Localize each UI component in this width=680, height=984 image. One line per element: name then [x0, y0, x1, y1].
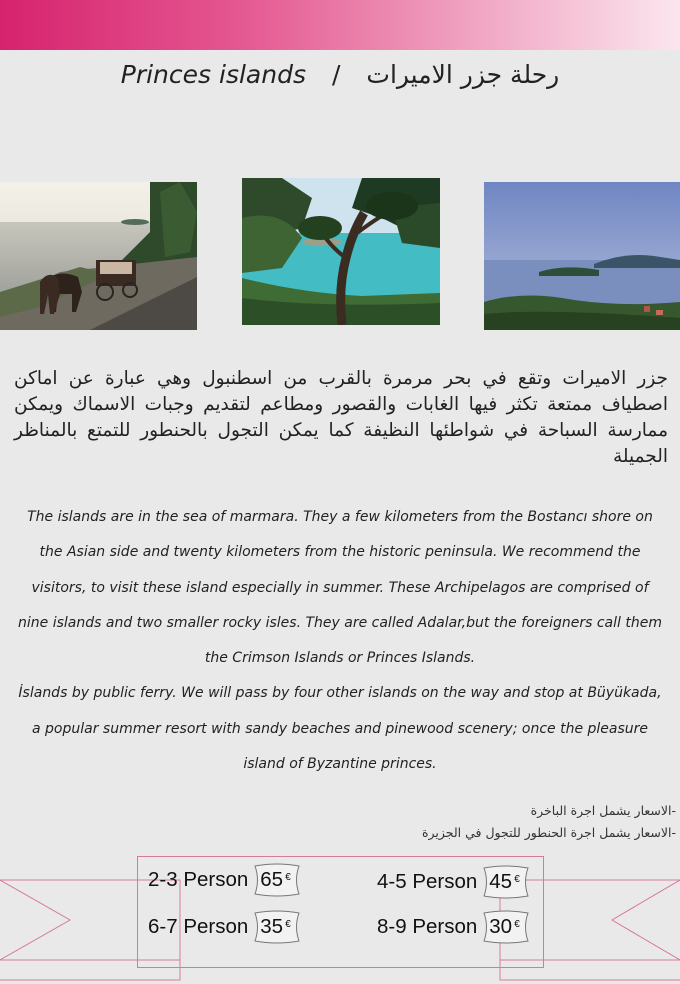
- price-4-5-person: [377, 864, 531, 900]
- price-label: 2-3 Person: [148, 868, 249, 891]
- euro-icon: €: [514, 874, 520, 885]
- note-carriage: -الاسعار يشمل اجرة الحنطور للتجول في الجزيرة: [421, 825, 676, 840]
- euro-icon: €: [514, 919, 520, 930]
- english-paragraph-2: İslands by public ferry. We will pass by four other islands on the way and stop at Büyükada, a popular summer resort with sandy beaches and pinewood scenery; once the pleasure island of Byzantine princes.: [18, 685, 662, 773]
- note-ferry: -الاسعار يشمل اجرة الباخرة: [530, 803, 676, 818]
- price-8-9-person: [377, 909, 531, 945]
- pine-tree-bay-photo: [242, 178, 440, 325]
- price-tag: [252, 909, 302, 945]
- horse-carriage-coast-photo: [0, 182, 197, 330]
- price-value: 30: [489, 915, 513, 938]
- price-value: 65: [260, 868, 284, 891]
- euro-icon: €: [285, 872, 291, 883]
- price-notes: [276, 800, 676, 844]
- price-tag: [252, 862, 302, 898]
- price-label: 4-5 Person: [377, 870, 478, 893]
- price-label: 6-7 Person: [148, 915, 249, 938]
- page-title: [0, 60, 680, 89]
- arabic-description: جزر الاميرات وتقع في بحر مرمرة بالقرب من اسطنبول وهي عبارة عن اماكن اصطياف ممتعة تكثر فيها الغابات والقصور ومطاعم لتقديم وجبات الاسماك ويمكن ممارسة السباحة في شواطئها النظيفة كما يمكن التجول بالحنطور للتمتع بالمناظر الجميلة: [14, 368, 668, 467]
- euro-icon: €: [285, 919, 291, 930]
- price-2-3-person: [148, 862, 302, 898]
- price-label: 8-9 Person: [377, 915, 478, 938]
- title-arabic: رحلة جزر الاميرات: [366, 60, 560, 89]
- english-description: [18, 500, 662, 782]
- price-tag: [481, 909, 531, 945]
- header-gradient-bar: [0, 0, 680, 50]
- price-value: 35: [260, 915, 284, 938]
- price-value: 45: [489, 870, 513, 893]
- title-english: Princes islands: [120, 60, 306, 89]
- title-separator: /: [331, 60, 341, 89]
- islands-panorama-photo: [484, 182, 680, 330]
- price-6-7-person: [148, 909, 302, 945]
- english-paragraph-1: The islands are in the sea of marmara. They a few kilometers from the Bostancı shore on the Asian side and twenty kilometers from the historic peninsula. We recommend the visitors, to visit these island especially in summer. These Archipelagos are comprised of nine islands and two smaller rocky isles. They are called Adalar,but the foreigners call them the Crimson Islands or Princes Islands.: [18, 509, 662, 667]
- price-tag: [481, 864, 531, 900]
